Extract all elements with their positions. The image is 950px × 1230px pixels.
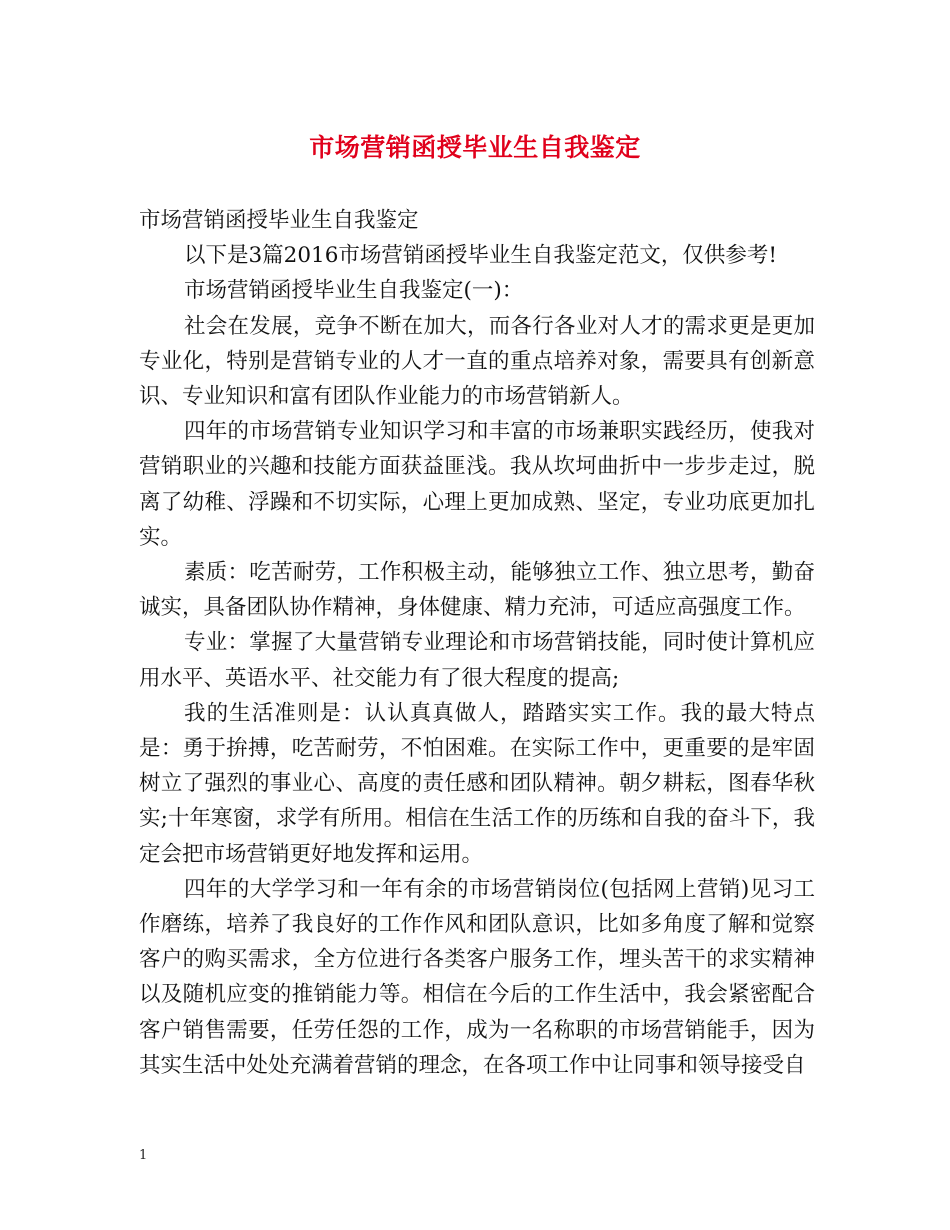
paragraph-subtitle: 市场营销函授毕业生自我鉴定(一)： <box>184 278 524 304</box>
paragraph-major: 专业：掌握了大量营销专业理论和市场营销技能，同时使计算机应用水平、英语水平、社交能力有了很大程度的提高; <box>139 630 815 691</box>
paragraph-heading: 市场营销函授毕业生自我鉴定 <box>139 208 419 233</box>
document-body <box>139 203 815 1083</box>
paragraph-intro: 以下是3篇2016市场营销函授毕业生自我鉴定范文，仅供参考! <box>184 243 778 269</box>
paragraph-society: 社会在发展，竞争不断在加大，而各行各业对人才的需求更是更加专业化，特别是营销专业的人才一直的重点培养对象，需要具有创新意识、专业知识和富有团队作业能力的市场营销新人。 <box>139 313 815 410</box>
paragraph-life-principle: 我的生活准则是：认认真真做人，踏踏实实工作。我的最大特点是：勇于拚搏，吃苦耐劳，不怕困难。在实际工作中，更重要的是牢固树立了强烈的事业心、高度的责任感和团队精神。朝夕耕耘，图春华秋实;十年寒窗，求学有所用。相信在生活工作的历练和自我的奋斗下，我定会把市场营销更好地发挥和运用。 <box>139 700 815 867</box>
page-number: 1 <box>139 1148 148 1163</box>
document-title: 市场营销函授毕业生自我鉴定 <box>309 133 641 162</box>
paragraph-university-study: 四年的大学学习和一年有余的市场营销岗位(包括网上营销)见习工作磨练，培养了我良好的工作作风和团队意识，比如多角度了解和觉察客户的购买需求，全方位进行各类客户服务工作，埋头苦干的求实精神以及随机应变的推销能力等。相信在今后的工作生活中，我会紧密配合客户销售需要，任劳任怨的工作，成为一名称职的市场营销能手，因为其实生活中处处充满着营销的理念，在各项工作中让同事和领导接受自 <box>139 876 815 1078</box>
paragraph-four-years: 四年的市场营销专业知识学习和丰富的市场兼职实践经历，使我对营销职业的兴趣和技能方面获益匪浅。我从坎坷曲折中一步步走过，脱离了幼稚、浮躁和不切实际，心理上更加成熟、坚定，专业功底更加扎实。 <box>139 419 815 550</box>
paragraph-quality: 素质：吃苦耐劳，工作积极主动，能够独立工作、独立思考，勤奋诚实，具备团队协作精神，身体健康、精力充沛，可适应高强度工作。 <box>139 560 815 621</box>
